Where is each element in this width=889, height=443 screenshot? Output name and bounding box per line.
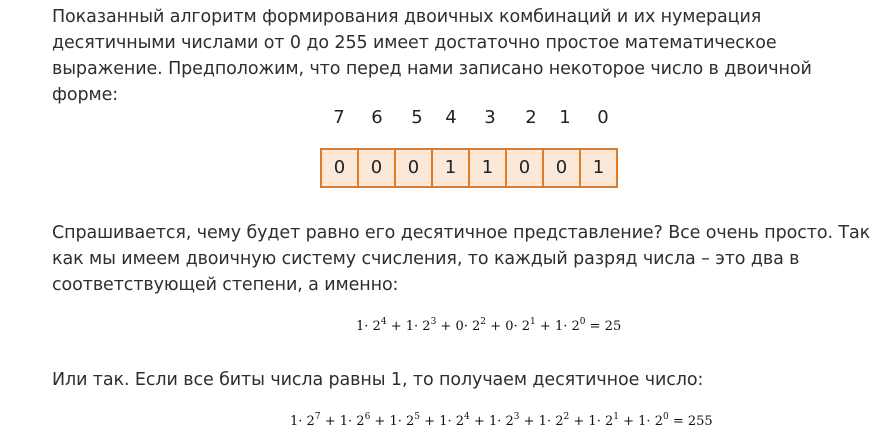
term-exponent: 3 — [430, 317, 437, 327]
term-base: 2 — [604, 414, 614, 429]
formula-result: 25 — [604, 319, 622, 334]
term-base: 2 — [505, 414, 514, 429]
bit-cell: 1 — [433, 150, 470, 186]
term-coefficient: 1 — [405, 319, 415, 334]
term-base: 2 — [521, 319, 531, 334]
term-coefficient: 1 — [538, 414, 547, 429]
term-coefficient: 1 — [439, 414, 448, 429]
term-exponent: 1 — [613, 412, 619, 422]
term-base: 2 — [306, 414, 315, 429]
bit-index-label: 2 — [525, 107, 537, 128]
term-exponent: 2 — [563, 412, 570, 422]
term-exponent: 0 — [662, 412, 669, 422]
term-coefficient: 1 — [638, 414, 647, 429]
term-coefficient: 1 — [339, 414, 349, 429]
term-base: 2 — [571, 319, 580, 334]
bit-index-label: 0 — [597, 107, 609, 128]
term-coefficient: 0 — [455, 319, 464, 334]
all-ones-paragraph: Или так. Если все биты числа равны 1, то получаем десятичное число: — [52, 370, 704, 390]
term-base: 2 — [356, 414, 365, 429]
term-base: 2 — [555, 414, 564, 429]
term-coefficient: 1 — [290, 414, 299, 429]
binary-number-cells — [320, 148, 618, 188]
term-base: 2 — [372, 319, 381, 334]
term-base: 2 — [422, 319, 431, 334]
term-exponent: 1 — [530, 317, 536, 327]
term-base: 2 — [406, 414, 415, 429]
term-coefficient: 1 — [554, 319, 564, 334]
bit-index-row — [322, 105, 622, 131]
term-exponent: 0 — [579, 317, 586, 327]
bit-index-label: 7 — [333, 107, 345, 128]
term-exponent: 3 — [513, 412, 520, 422]
bit-index-label: 4 — [445, 107, 457, 128]
intro-paragraph: Показанный алгоритм формирования двоичных комбинаций и их нумерация десятичными числами от 0 до 255 имеет достаточно простое математическое выражение. Предположим, что перед нами записано некоторое число в двоичной форме: — [52, 7, 812, 105]
bit-cell: 0 — [359, 150, 396, 186]
bit-cell: 1 — [470, 150, 507, 186]
term-coefficient: 1 — [389, 414, 398, 429]
term-exponent: 4 — [380, 317, 387, 327]
term-exponent: 7 — [314, 412, 321, 422]
term-coefficient: 0 — [505, 319, 514, 334]
term-base: 2 — [472, 319, 481, 334]
bit-cell: 1 — [592, 157, 605, 178]
bit-cell: 0 — [396, 150, 433, 186]
term-base: 2 — [654, 414, 663, 429]
term-exponent: 6 — [364, 412, 371, 422]
bit-index-label: 6 — [371, 107, 383, 128]
term-exponent: 2 — [480, 317, 487, 327]
formula-25: $1\cdot 2^4 + 1\cdot 2^3 + 0\cdot 2^2 + 0\cdot 2^1 + 1\cdot 2^0 = 25$ — [356, 317, 622, 334]
bit-cell: 0 — [507, 150, 544, 186]
term-coefficient: 1 — [488, 414, 498, 429]
formula-255: $1\cdot 2^7 + 1\cdot 2^6 + 1\cdot 2^5 + 1\cdot 2^4 + 1\cdot 2^3 + 1\cdot 2^2 + 1\cdot 2^1 + 1\cdot 2^0 = 255$ — [290, 412, 713, 429]
question-paragraph: Спрашивается, чему будет равно его десятичное представление? Все очень просто. Так как мы имеем двоичную систему счисления, то каждый разряд числа – это два в соответствующей степени, а именно: — [52, 223, 871, 295]
bit-index-label: 3 — [484, 107, 496, 128]
term-exponent: 4 — [464, 412, 470, 422]
bit-index-label: 5 — [411, 107, 423, 128]
term-coefficient: 1 — [356, 319, 365, 334]
term-base: 2 — [455, 414, 465, 429]
term-coefficient: 1 — [588, 414, 597, 429]
bit-index-label: 1 — [559, 107, 571, 128]
formula-result: 255 — [687, 414, 713, 429]
bit-cell: 0 — [544, 150, 581, 186]
term-exponent: 5 — [414, 412, 421, 422]
bit-cell: 0 — [322, 150, 359, 186]
